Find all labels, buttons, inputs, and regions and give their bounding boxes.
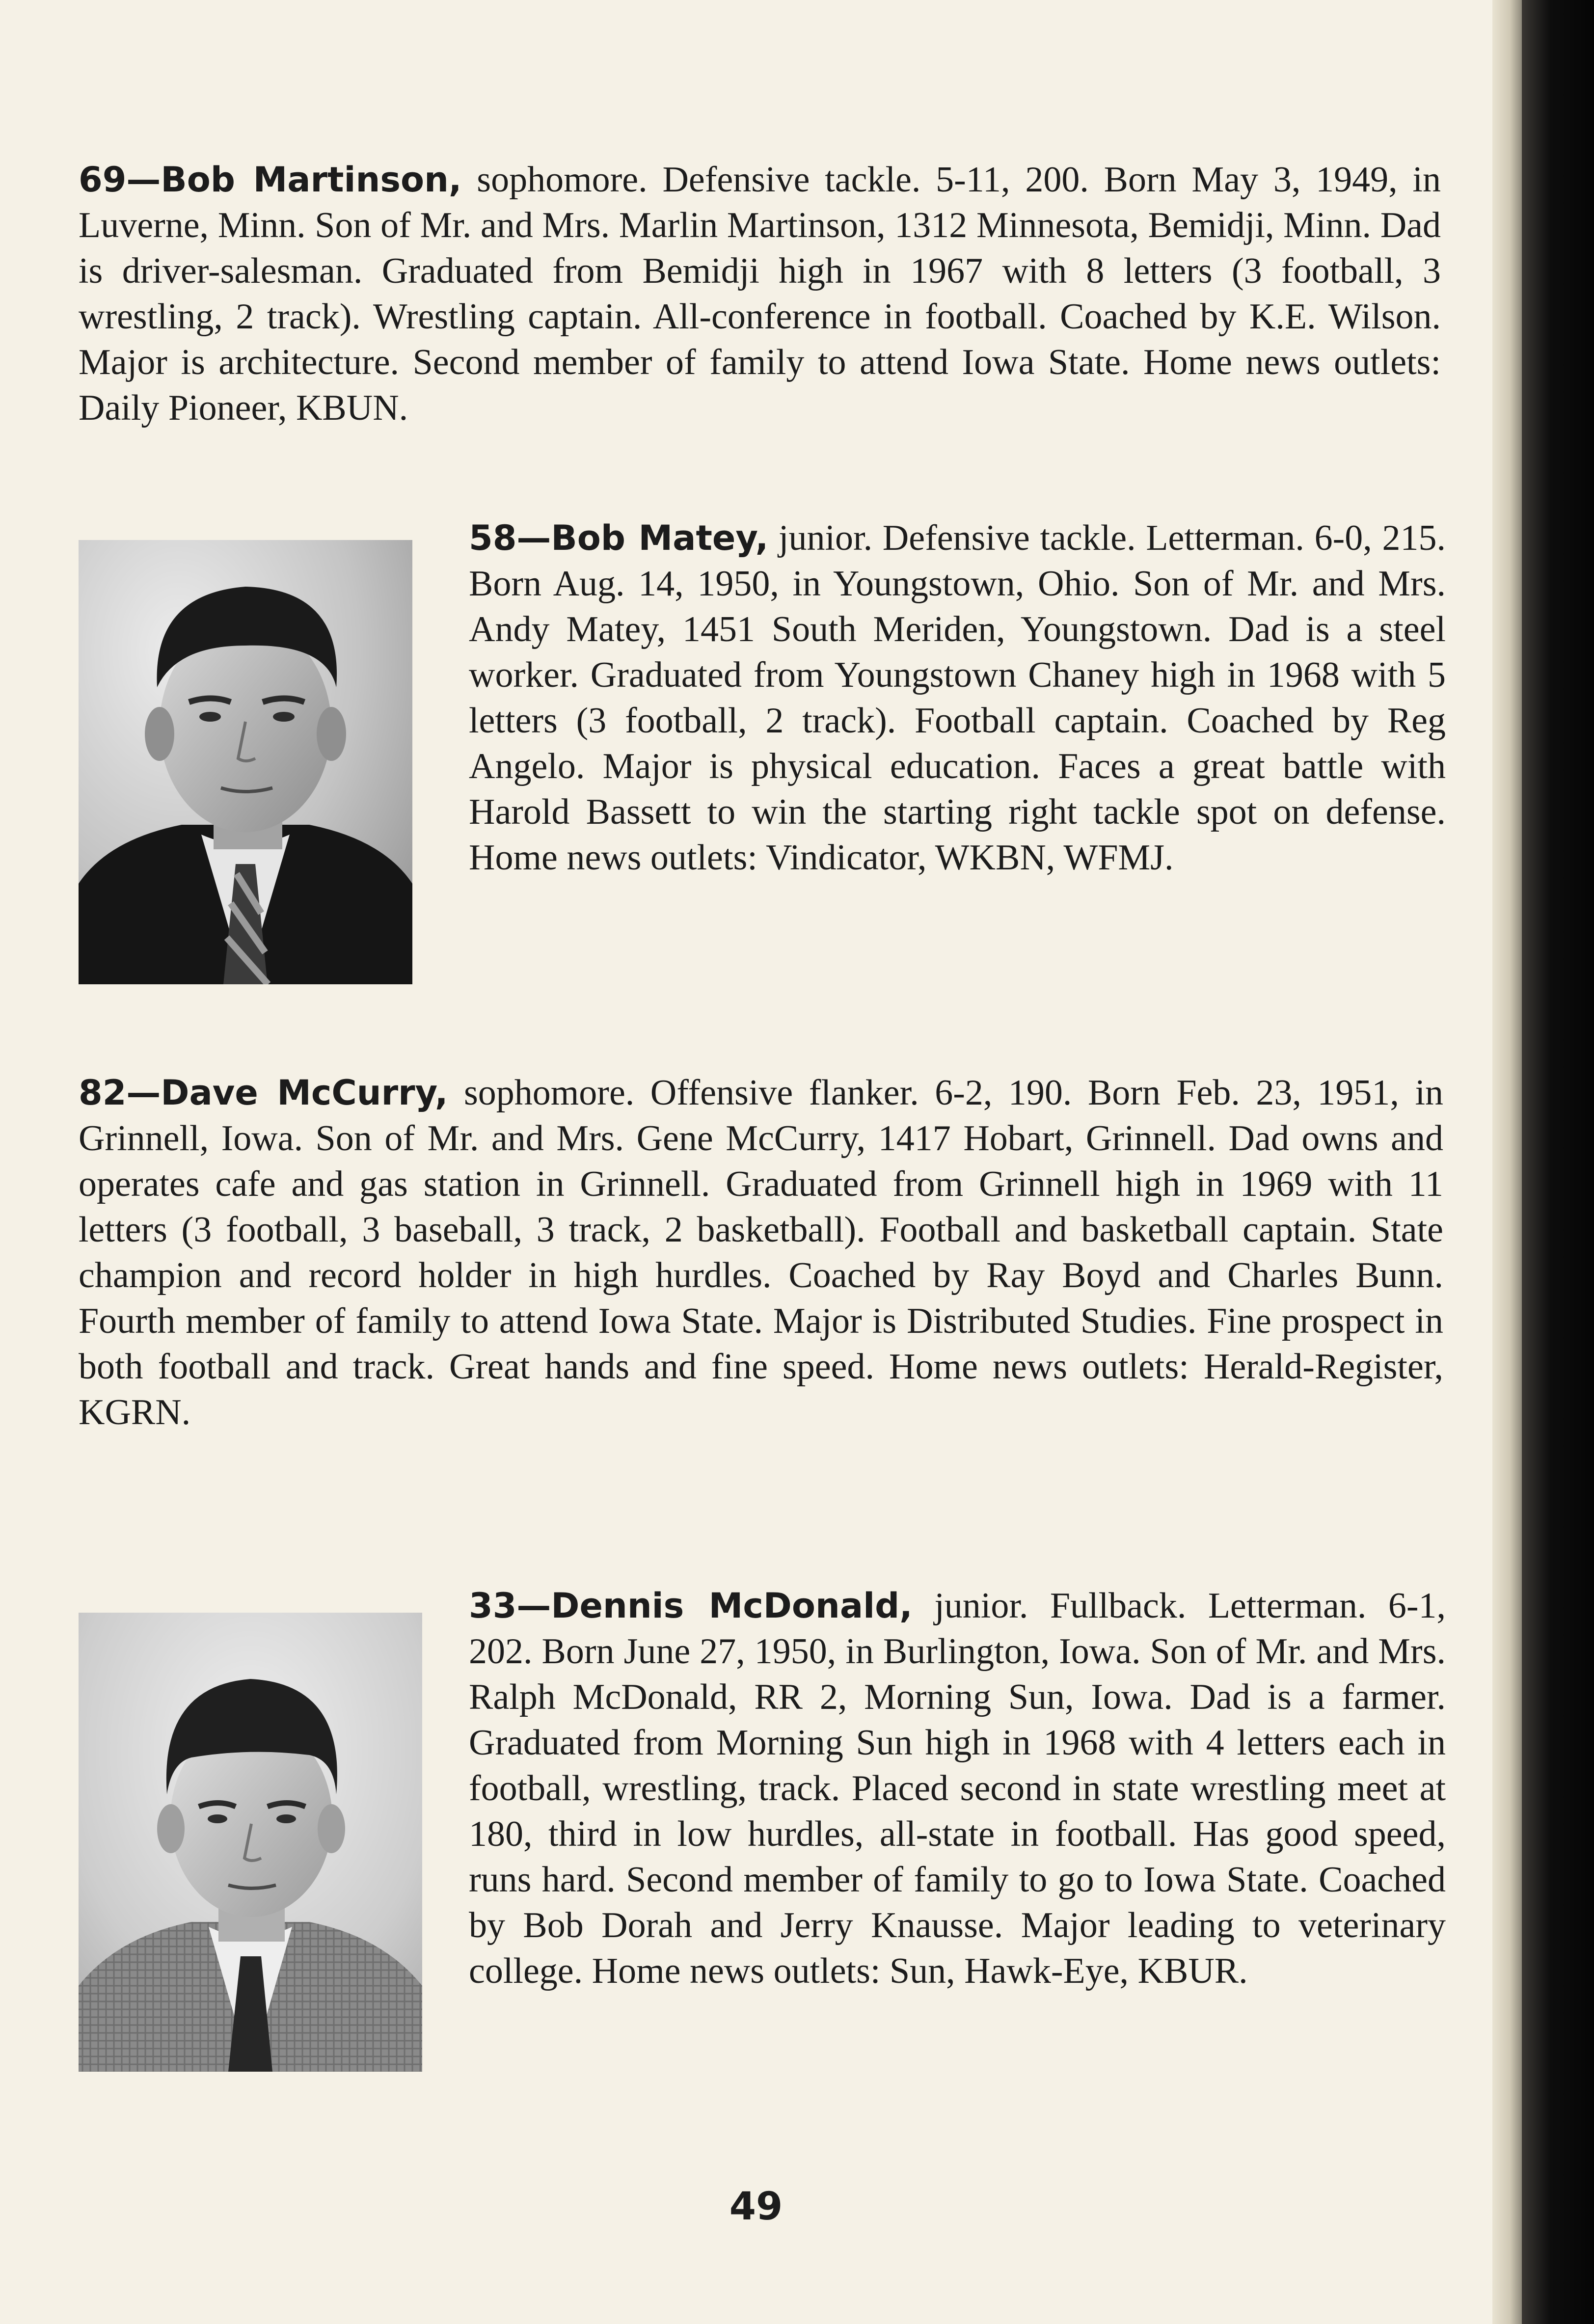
player-name: 58—Bob Matey, <box>469 518 769 558</box>
player-bio-mccurry <box>79 1070 1443 1435</box>
player-bio-martinson <box>79 157 1441 431</box>
player-name: 33—Dennis McDonald, <box>469 1586 913 1626</box>
player-name: 82—Dave McCurry, <box>79 1073 448 1113</box>
player-name: 69—Bob Martinson, <box>79 160 462 200</box>
player-photo-mcdonald <box>79 1613 422 2072</box>
player-bio-text: sophomore. Defensive tackle. 5-11, 200. Born May 3, 1949, in Luverne, Minn. Son of Mr. and Mrs. Marlin Martinson, 1312 Minnesota, Bemidji, Minn. Dad is driver-salesman. Graduated from Bemidji high in 1967 with 8 letters (3 football, 3 wrestling, 2 track). Wrestling captain. All-conference in football. Coached by K.E. Wilson. Major is architecture. Second member of family to attend Iowa State. Home news outlets: Daily Pioneer, KBUN. <box>79 160 1441 428</box>
portrait-illustration <box>79 540 412 984</box>
book-spine-background <box>1522 0 1594 2324</box>
player-bio-mcdonald <box>469 1583 1446 1994</box>
player-photo-matey <box>79 540 412 984</box>
player-bio-matey <box>469 515 1446 881</box>
player-bio-text: junior. Fullback. Letterman. 6-1, 202. Born June 27, 1950, in Burlington, Iowa. Son of Mr. and Mrs. Ralph McDonald, RR 2, Morning Sun, Iowa. Dad is a farmer. Graduated from Morning Sun high in 1968 with 4 letters each in football, wrestling, track. Placed second in state wrestling meet at 180, third in low hurdles, all-state in football. Has good speed, runs hard. Second member of family to go to Iowa State. Coached by Bob Dorah and Jerry Knausse. Major leading to veterinary college. Home news outlets: Sun, Hawk-Eye, KBUR. <box>469 1586 1446 1991</box>
page-number: 49 <box>729 2185 783 2229</box>
player-bio-text: junior. Defensive tackle. Letterman. 6-0, 215. Born Aug. 14, 1950, in Youngstown, Ohio. Son of Mr. and Mrs. Andy Matey, 1451 South Meriden, Youngstown. Dad is a steel worker. Graduated from Youngstown Chaney high in 1968 with 5 letters (3 football, 2 track). Football captain. Coached by Reg Angelo. Major is physical education. Faces a great battle with Harold Bassett to win the starting right tackle spot on defense. Home news outlets: Vindicator, WKBN, WFMJ. <box>469 518 1446 878</box>
player-bio-text: sophomore. Offensive flanker. 6-2, 190. Born Feb. 23, 1951, in Grinnell, Iowa. Son of Mr. and Mrs. Gene McCurry, 1417 Hobart, Grinnell. Dad owns and operates cafe and gas station in Grinnell. Graduated from Grinnell high in 1969 with 11 letters (3 football, 3 baseball, 3 track, 2 basketball). Football and basketball captain. State champion and record holder in high hurdles. Coached by Ray Boyd and Charles Bunn. Fourth member of family to attend Iowa State. Major is Distributed Studies. Fine prospect in both football and track. Great hands and fine speed. Home news outlets: Herald-Register, KGRN. <box>79 1073 1443 1432</box>
page-edge <box>1492 0 1522 2324</box>
portrait-illustration <box>79 1613 422 2072</box>
